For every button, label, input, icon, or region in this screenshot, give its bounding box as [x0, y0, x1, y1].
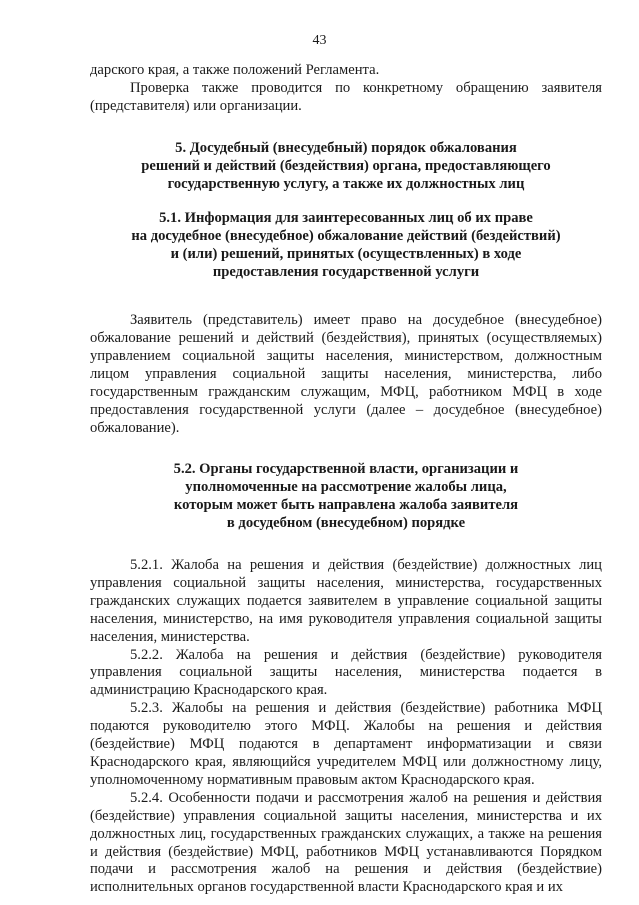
page-content: [90, 62, 602, 897]
heading-line: 5. Досудебный (внесудебный) порядок обжалования: [175, 139, 517, 156]
heading-line: которым может быть направлена жалоба заявителя: [173, 497, 519, 514]
section-5-1-heading: [90, 210, 602, 282]
heading-line: и (или) решений, принятых (осуществленных) в ходе: [170, 246, 522, 263]
section-5-1-text: Заявитель (представитель) имеет право на досудебное (внесудебное) обжалование решений и действий (бездействия), принятых (осуществляемых) управлением социальной защиты населения, министерством, должностным лицом управления социальной защиты населения, министерства, либо государственным гражданским служащим, МФЦ, работником МФЦ в ходе предоставления государственной услуги (далее – досудебное (внесудебное) обжалование).: [90, 312, 602, 436]
heading-line: уполномоченные на рассмотрение жалобы лица,: [185, 479, 507, 496]
heading-line: на досудебное (внесудебное) обжалование действий (бездействий): [131, 228, 561, 245]
paragraph-5-2-3: 5.2.3. Жалобы на решения и действия (бездействие) работника МФЦ подаются руководителю этого МФЦ. Жалобы на решения и действия (бездействие) МФЦ подаются в департамент информатизации и связи Краснодарского края, являющийся учредителем МФЦ или должностному лицу, уполномоченному нормативным правовым актом Краснодарского края.: [90, 700, 602, 788]
heading-line: 5.2. Органы государственной власти, организации и: [173, 461, 519, 478]
heading-line: предоставления государственной услуги: [212, 264, 480, 281]
heading-line: в досудебном (внесудебном) порядке: [226, 515, 466, 532]
heading-line: решений и действий (бездействия) органа, предоставляющего: [141, 157, 551, 174]
intro-continuation: дарского края, а также положений Регламента.: [90, 62, 380, 78]
section-5-heading: [90, 140, 602, 194]
heading-line: государственную услугу, а также их должностных лиц: [167, 175, 525, 192]
paragraph-5-2-4: 5.2.4. Особенности подачи и рассмотрения жалоб на решения и действия (бездействие) управления социальной защиты населения, министерства и их должностных лиц, государственных гражданских служащих, а также на решения и действия (бездействие) МФЦ, работников МФЦ устанавливаются Порядком подачи и рассмотрения жалоб на решения и действия (бездействие) исполнительных органов государственной власти Краснодарского края и их: [90, 789, 602, 896]
page-number: 43: [312, 33, 327, 48]
paragraph-5-2-1: 5.2.1. Жалоба на решения и действия (бездействие) должностных лиц управления социальной защиты населения, министерства, государственных гражданских служащих подается заявителем в управление социальной защиты населения, министерство, на имя руководителя управления социальной защиты населения, министерства.: [90, 557, 602, 645]
section-5-2-heading: [90, 461, 602, 533]
paragraph-5-2-2: 5.2.2. Жалоба на решения и действия (бездействие) руководителя управления социальной защиты населения, министерства подается в администрацию Краснодарского края.: [90, 646, 602, 699]
heading-line: 5.1. Информация для заинтересованных лиц об их праве: [159, 210, 533, 227]
intro-paragraph: Проверка также проводится по конкретному обращению заявителя (представителя) или организации.: [90, 79, 602, 114]
